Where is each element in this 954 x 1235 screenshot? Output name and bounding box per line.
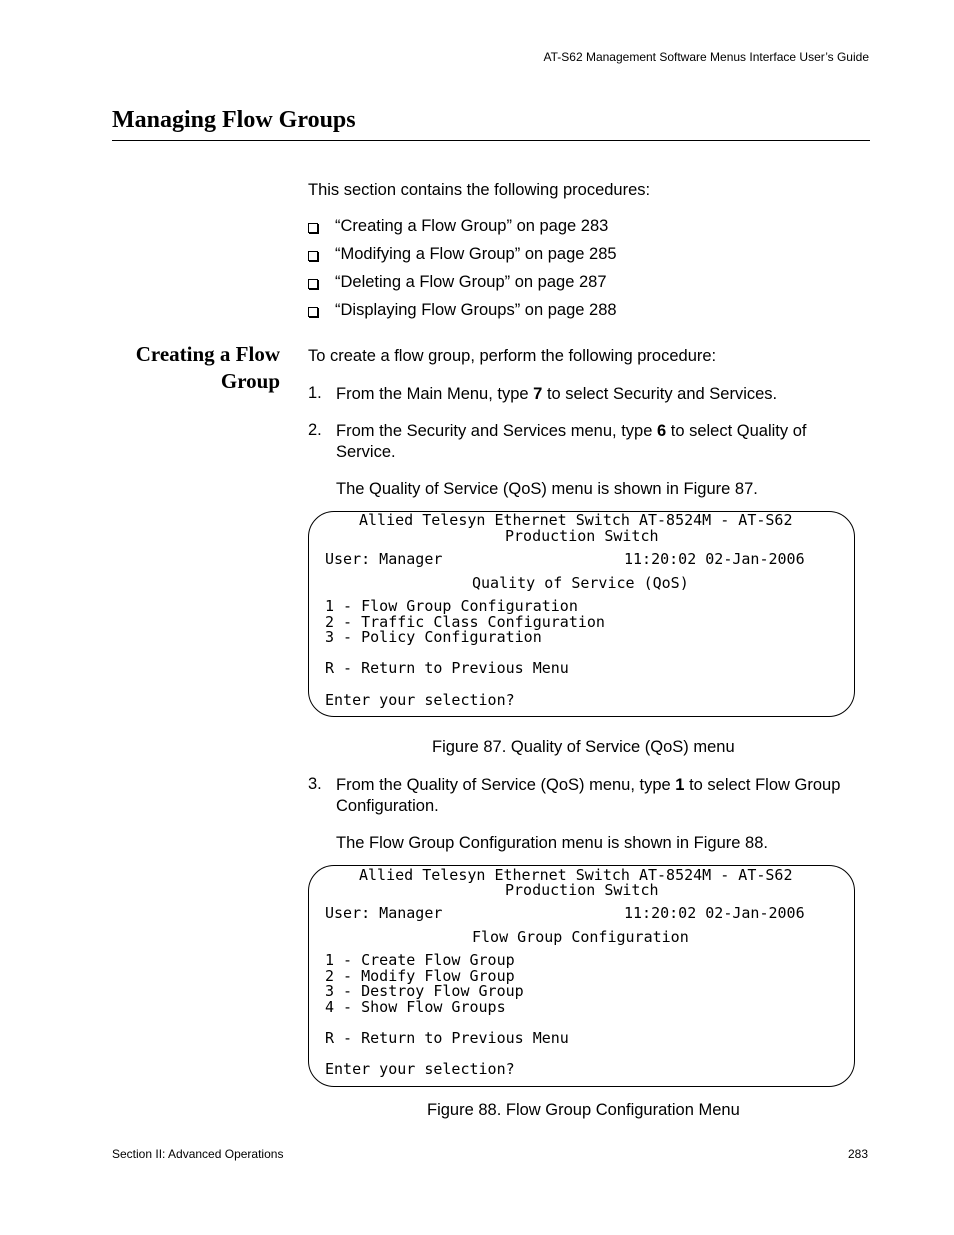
- intro-text: This section contains the following procedures:: [308, 181, 651, 199]
- step-number: 3.: [308, 775, 322, 793]
- checkbox-bullet-icon: [308, 279, 318, 289]
- procedure-link[interactable]: “Creating a Flow Group” on page 283: [335, 217, 609, 235]
- procedure-item[interactable]: [308, 245, 617, 264]
- terminal-banner: Allied Telesyn Ethernet Switch AT-8524M - AT-S62: [359, 866, 793, 884]
- procedure-link[interactable]: “Deleting a Flow Group” on page 287: [335, 273, 607, 291]
- terminal-time: 11:20:02 02-Jan-2006: [624, 550, 805, 568]
- terminal-menu-item: 1 - Flow Group Configuration: [325, 597, 578, 615]
- terminal-prompt: Enter your selection?: [325, 1060, 515, 1078]
- running-header: AT-S62 Management Software Menus Interface User’s Guide: [543, 50, 869, 64]
- terminal-menu-item: 3 - Destroy Flow Group: [325, 982, 524, 1000]
- checkbox-bullet-icon: [308, 307, 318, 317]
- subsection-title: [120, 341, 280, 395]
- title-rule: [112, 140, 870, 141]
- terminal-user: User: Manager: [325, 904, 443, 922]
- sub-intro-text: To create a flow group, perform the following procedure:: [308, 347, 717, 365]
- terminal-menu-item: 3 - Policy Configuration: [325, 628, 542, 646]
- step-text: From the Main Menu, type 7 to select Security and Services.: [336, 385, 778, 403]
- step-number: 2.: [308, 421, 322, 439]
- procedure-item[interactable]: [308, 301, 617, 320]
- step-note: The Flow Group Configuration menu is shown in Figure 88.: [336, 834, 768, 852]
- terminal-prompt: Enter your selection?: [325, 691, 515, 709]
- terminal-return-option: R - Return to Previous Menu: [325, 1029, 569, 1047]
- terminal-menu-item: 2 - Modify Flow Group: [325, 967, 515, 985]
- section-title: Managing Flow Groups: [112, 107, 356, 133]
- terminal-return-option: R - Return to Previous Menu: [325, 659, 569, 677]
- subsection-title-line: Creating a Flow: [135, 342, 280, 366]
- step-note: The Quality of Service (QoS) menu is shown in Figure 87.: [336, 480, 758, 498]
- terminal-menu-item: 2 - Traffic Class Configuration: [325, 613, 605, 631]
- terminal-switch-name: Production Switch: [505, 881, 659, 899]
- page-number: 283: [847, 1147, 868, 1161]
- figure-caption: Figure 88. Flow Group Configuration Menu: [427, 1101, 740, 1119]
- footer-section: Section II: Advanced Operations: [112, 1147, 284, 1161]
- terminal-menu-title: Quality of Service (QoS): [472, 574, 689, 592]
- step-number: 1.: [308, 384, 322, 402]
- step-key: 1: [675, 776, 685, 794]
- procedure-link[interactable]: “Modifying a Flow Group” on page 285: [335, 245, 617, 263]
- subsection-title-line: Group: [220, 369, 280, 393]
- checkbox-bullet-icon: [308, 251, 318, 261]
- procedure-link[interactable]: “Displaying Flow Groups” on page 288: [335, 301, 617, 319]
- terminal-banner: Allied Telesyn Ethernet Switch AT-8524M - AT-S62: [359, 511, 793, 529]
- procedure-item[interactable]: [308, 273, 607, 292]
- terminal-menu-title: Flow Group Configuration: [472, 928, 689, 946]
- step-key: 6: [656, 422, 667, 440]
- step-text: From the Security and Services menu, type 6 to select Quality of Service.: [336, 422, 807, 461]
- step-text: From the Quality of Service (QoS) menu, type 1 to select Flow Group Configuration.: [336, 776, 841, 815]
- terminal-time: 11:20:02 02-Jan-2006: [624, 904, 805, 922]
- figure-caption: Figure 87. Quality of Service (QoS) menu: [432, 738, 735, 756]
- checkbox-bullet-icon: [308, 223, 318, 233]
- terminal-user: User: Manager: [325, 550, 443, 568]
- step-key: 7: [533, 385, 543, 403]
- terminal-switch-name: Production Switch: [505, 527, 659, 545]
- terminal-menu-item: 4 - Show Flow Groups: [325, 998, 506, 1016]
- procedure-item[interactable]: [308, 217, 608, 236]
- terminal-menu-item: 1 - Create Flow Group: [325, 951, 515, 969]
